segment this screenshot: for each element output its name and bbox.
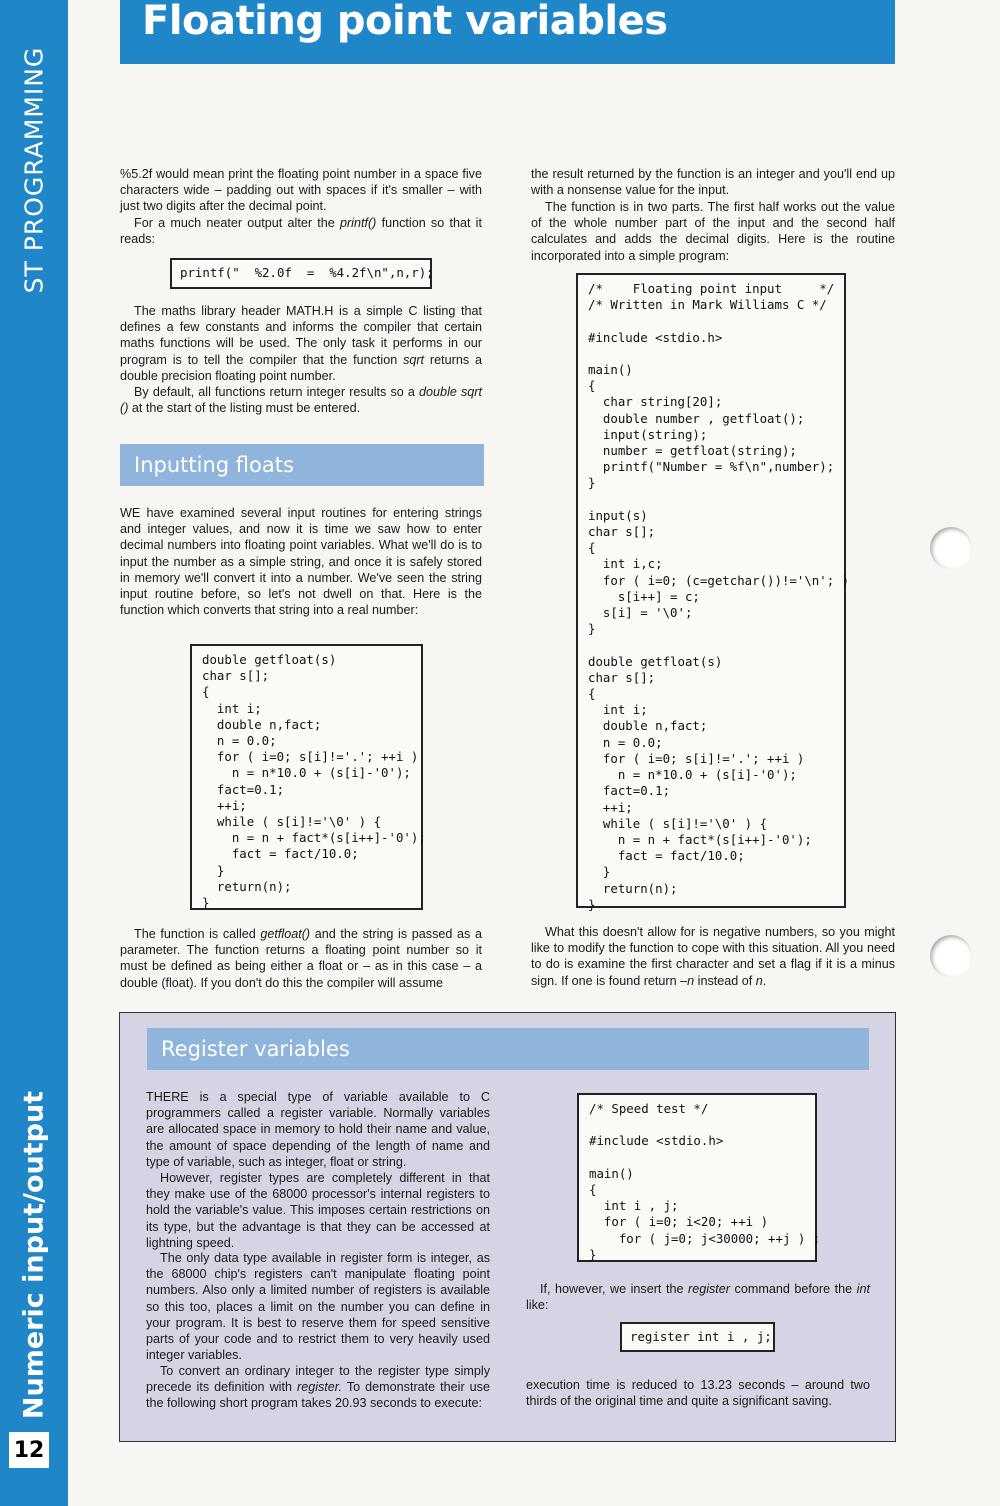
binder-hole [930,527,972,569]
code-block-speed-test: /* Speed test */ #include <stdio.h> main() { int i , j; for ( i=0; i<20; ++i ) for ( j=0; j<30000; ++j ) ; } [577,1093,817,1262]
paragraph: The function is called getfloat() and the string is passed as a parameter. The function returns a floating point number so it must be defined as being either a float or – as in this case – a double (float). If you don't do this the compiler will assume [120,927,482,990]
paragraph: WE have examined several input routines for entering strings and integer values, and now it is time we saw how to enter decimal numbers into floating point variables. What we'll do is to input the number as a simple string, and once it is safely stored in memory we'll convert it into a number. We've seen the string input routine before, so let's not dwell on that. Here is the function which converts that string into a real number: [120,506,482,618]
code-block-register: register int i , j; [620,1322,775,1352]
paragraph: However, register types are completely different in that they make use of the 68000 processor's internal registers to hold the variable's value. This imposes certain restrictions on its type, but the advantage is that they can be accessed at lightning speed. [146,1171,490,1250]
chapter-label: Numeric input/output [18,1090,50,1420]
paragraph: The function is in two parts. The first half works out the value of the whole number part of the input and the second half calculates and adds the decimal digits. Here is the routine incorporated into a simple program: [531,200,895,263]
subheading-register-variables: Register variables [147,1028,869,1070]
paragraph: The only data type available in register form is integer, as the 68000 chip's registers can't manipulate floating point numbers. Also only a limited number of registers is available so this too, places a limit on the number you can define in your program. It is best to reserve them for speed sensitive parts of your code and to restrict them to very heavily used integer variables. [146,1251,490,1363]
paragraph: execution time is reduced to 13.23 seconds – around two thirds of the original time and quite a significant saving. [526,1378,870,1409]
page-number: 12 [9,1432,49,1468]
code-block-getfloat: double getfloat(s) char s[]; { int i; double n,fact; n = 0.0; for ( i=0; s[i]!='.'; ++i ) n = n*10.0 + (s[i]-'0'); fact=0.1; ++i; while ( s[i]!='\0' ) { n = n + fact*(s[i++]-'0'); fact = fact/10.0; } return(n); } [190,644,423,910]
paragraph: If, however, we insert the register command before the int like: [526,1282,870,1313]
paragraph: What this doesn't allow for is negative numbers, so you might like to modify the function to cope with this situation. All you need to do is examine the first character and set a flag if it is a minus sign. If one is found return –n instead of n. [531,925,895,988]
paragraph: To convert an ordinary integer to the register type simply precede its definition with register. To demonstrate their use the following short program takes 20.93 seconds to execute: [146,1364,490,1411]
paragraph: By default, all functions return integer results so a double sqrt () at the start of the listing must be entered. [120,385,482,416]
paragraph: THERE is a special type of variable available to C programmers called a register variable. Normally variables are allocated space in memory to hold their name and value, the amount of space depending of the length of name and type of variable, such as integer, float or string. [146,1090,490,1169]
paragraph: the result returned by the function is an integer and you'll end up with a nonsense value for the input. [531,167,895,198]
register-variables-panel [119,1012,896,1442]
code-block-program: /* Floating point input */ /* Written in Mark Williams C */ #include <stdio.h> main() { char string[20]; double number , getfloat(); input(string); number = getfloat(string); printf("Number = %f\n",number); } input(s) char s[]; { int i,c; for ( i=0; (c=getchar())!='\n'; ) s[i++] = c; s[i] = '\0'; } double getfloat(s) char s[]; { int i; double n,fact; n = 0.0; for ( i=0; s[i]!='.'; ++i ) n = n*10.0 + (s[i]-'0'); fact=0.1; ++i; while ( s[i]!='\0' ) { n = n + fact*(s[i++]-'0'); fact = fact/10.0; } return(n); } [576,273,846,908]
paragraph: The maths library header MATH.H is a simple C listing that defines a few constants and informs the compiler that certain maths functions will be used. The only task it performs in our program is to tell the compiler that the function sqrt returns a double precision floating point number. [120,304,482,383]
subheading-inputting-floats: Inputting floats [120,444,484,486]
title-bar [120,0,895,64]
sidebar [0,0,68,1506]
binder-hole [930,935,972,977]
paragraph: %5.2f would mean print the floating point number in a space five characters wide – padding out with spaces if it's smaller – with just two digits after the decimal point. [120,167,482,214]
code-block-printf: printf(" %2.0f = %4.2f\n",n,r); [170,258,432,289]
section-label: ST PROGRAMMING [19,46,49,294]
paragraph: For a much neater output alter the printf() function so that it reads: [120,216,482,247]
page-title: Floating point variables [142,0,668,44]
